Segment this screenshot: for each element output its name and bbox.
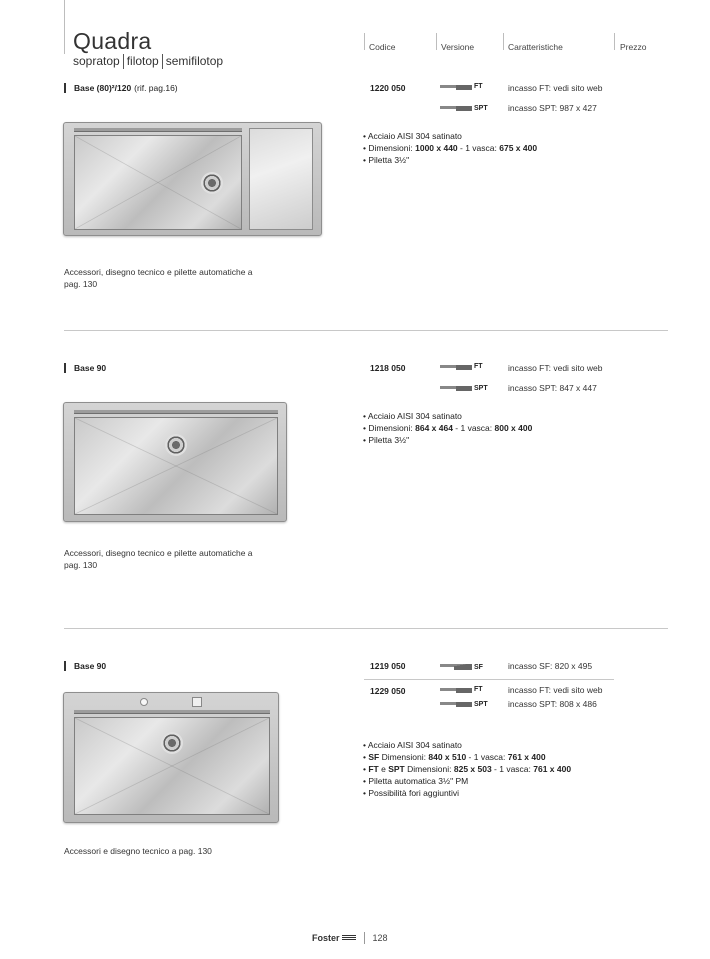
spec-list (363, 130, 537, 166)
section-heading (64, 363, 106, 373)
accessory-hole (192, 697, 202, 707)
version-spt-icon (440, 382, 490, 396)
drain-icon (201, 172, 223, 194)
section-note: Accessori, disegno tecnico e pilette automatiche a pag. 130 (64, 267, 253, 289)
product-code: 1229 050 (370, 686, 406, 696)
sink-basin (74, 717, 270, 815)
spec-list (363, 739, 571, 799)
sink-image (63, 122, 322, 236)
feature-text: incasso SPT: 987 x 427 (508, 103, 597, 113)
section-heading (64, 661, 106, 671)
spec-item: • Dimensioni: 1000 x 440 - 1 vasca: 675 x 400 (363, 143, 538, 153)
page-title: Quadra (73, 28, 152, 54)
version-label: FT (474, 363, 483, 370)
column-header-versione: Versione (441, 42, 475, 52)
subtitle-separator (162, 54, 163, 69)
version-label: FT (474, 83, 483, 90)
version-ft-icon (440, 684, 490, 698)
version-label: SF (474, 664, 483, 671)
tap-hole (140, 698, 148, 706)
feature-text: incasso FT: vedi sito web (508, 83, 603, 93)
feature-text: incasso FT: vedi sito web (508, 363, 603, 373)
version-ft-icon (440, 81, 490, 95)
drain-icon (161, 732, 183, 754)
column-header-prezzo: Prezzo (620, 42, 647, 52)
code-row-divider (364, 679, 614, 680)
brand-logo-icon (342, 935, 356, 941)
section-marker (64, 83, 66, 93)
version-spt-icon (440, 698, 490, 712)
spec-item: • Acciaio AISI 304 satinato (363, 411, 462, 421)
sink-basin (74, 135, 242, 230)
product-code: 1220 050 (370, 83, 406, 93)
subtitle-item-sopratop: sopratop (73, 54, 120, 68)
version-label: SPT (474, 701, 488, 708)
section-reference: (rif. pag.16) (134, 83, 178, 93)
column-header-caratteristiche: Caratteristiche (508, 42, 563, 52)
column-divider (364, 33, 365, 50)
spec-item: • Acciaio AISI 304 satinato (363, 131, 462, 141)
section-note: Accessori e disegno tecnico a pag. 130 (64, 846, 212, 856)
feature-text: incasso SF: 820 x 495 (508, 661, 593, 671)
spec-item: • Piletta 3½" (363, 435, 410, 445)
version-label: SPT (474, 385, 488, 392)
sink-basin (74, 417, 278, 515)
section-name: Base (80)²/120 (74, 83, 132, 93)
version-ft-icon (440, 361, 490, 375)
subtitle-item-filotop: filotop (126, 54, 159, 68)
spec-item: • Piletta automatica 3½" PM (363, 776, 469, 786)
section-marker (64, 363, 66, 373)
version-label: FT (474, 686, 483, 693)
section-divider (64, 330, 668, 331)
section-note: Accessori, disegno tecnico e pilette automatiche a pag. 130 (64, 548, 253, 570)
product-code: 1218 050 (370, 363, 406, 373)
column-divider (436, 33, 437, 50)
product-code: 1219 050 (370, 661, 406, 671)
page-subtitle (73, 54, 223, 69)
subtitle-item-semifilotop: semifilotop (165, 54, 224, 68)
page-number: 128 (372, 933, 388, 943)
spec-item: • SF Dimensioni: 840 x 510 - 1 vasca: 761 x 400 (363, 752, 546, 762)
spec-item: • Dimensioni: 864 x 464 - 1 vasca: 800 x 400 (363, 423, 533, 433)
spec-item: • Piletta 3½" (363, 155, 410, 165)
feature-text: incasso SPT: 847 x 447 (508, 383, 597, 393)
section-name: Base 90 (74, 661, 107, 671)
brand-name: Foster (312, 933, 340, 943)
header-left-rule (64, 0, 65, 54)
column-divider (614, 33, 615, 50)
sink-shelf (74, 710, 270, 714)
spec-item: • FT e SPT Dimensioni: 825 x 503 - 1 vasca: 761 x 400 (363, 764, 572, 774)
version-label: SPT (474, 105, 488, 112)
sink-drainboard (249, 128, 313, 230)
column-divider (503, 33, 504, 50)
sink-image (63, 692, 279, 823)
section-divider (64, 628, 668, 629)
spec-item: • Possibilità fori aggiuntivi (363, 788, 460, 798)
footer-separator (364, 932, 365, 944)
sink-shelf (74, 410, 278, 414)
sink-image (63, 402, 287, 522)
subtitle-separator (123, 54, 124, 69)
feature-text: incasso SPT: 808 x 486 (508, 699, 597, 709)
section-heading (64, 83, 178, 93)
drain-icon (165, 434, 187, 456)
spec-list (363, 410, 532, 446)
section-name: Base 90 (74, 363, 107, 373)
version-sf-icon (440, 660, 490, 674)
feature-text: incasso FT: vedi sito web (508, 685, 603, 695)
section-marker (64, 661, 66, 671)
column-header-codice: Codice (369, 42, 396, 52)
version-spt-icon (440, 102, 490, 116)
spec-item: • Acciaio AISI 304 satinato (363, 740, 462, 750)
page-footer (312, 932, 388, 944)
sink-shelf (74, 128, 242, 132)
